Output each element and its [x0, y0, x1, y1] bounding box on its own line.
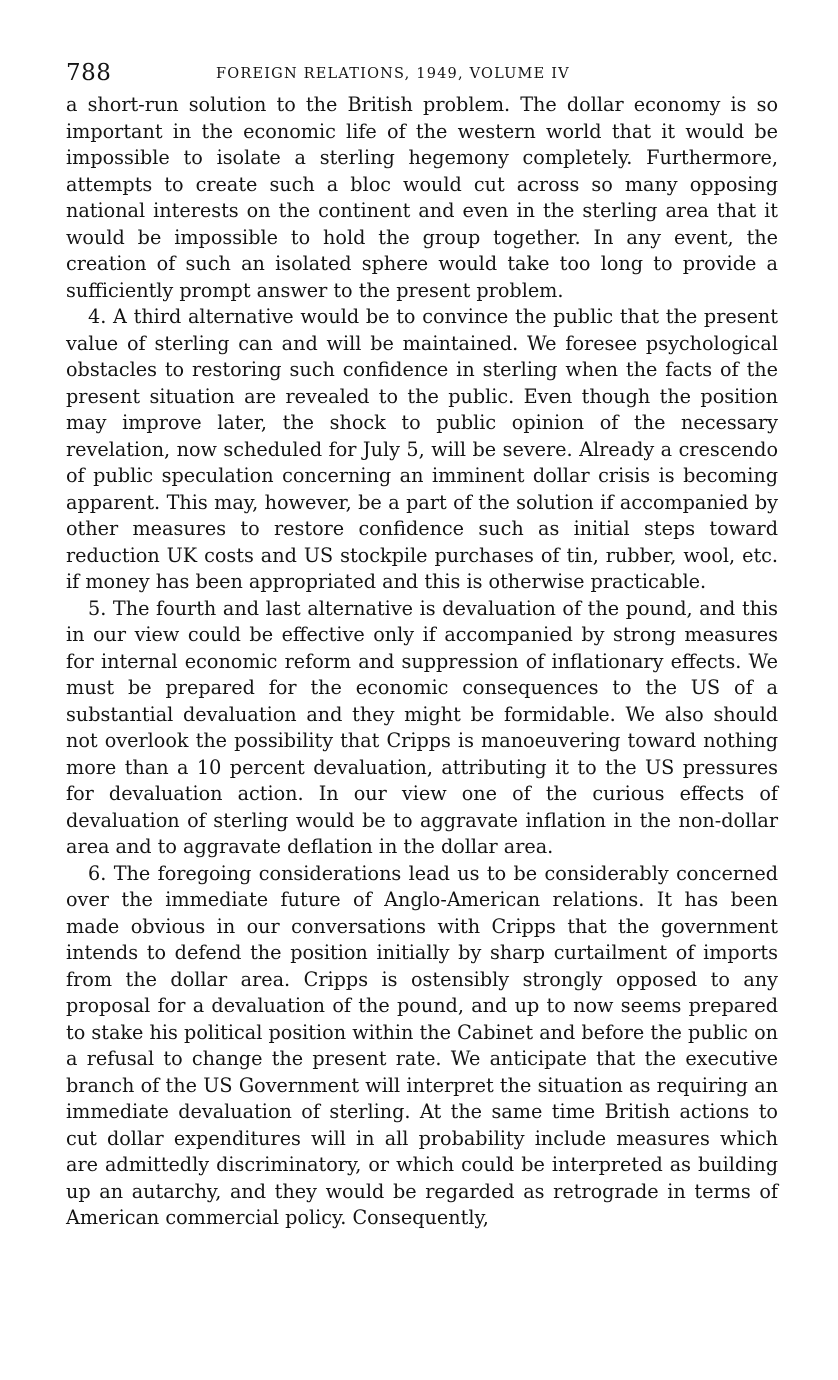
paragraph-4: 4. A third alternative would be to convince the public that the present value of sterling can and will be maintained. We foresee psychological obstacles to restoring such confidence in sterling when the facts of the present situation are revealed to the public. Even though the position may improve later, the shock to public opinion of the necessary revelation, now scheduled for July 5, will be severe. Already a crescendo of public speculation concerning an imminent dollar crisis is becoming apparent. This may, however, be a part of the solution if accompanied by other measures to restore confidence such as initial steps toward reduction UK costs and US stockpile purchases of tin, rubber, wool, etc. if money has been appropriated and this is otherwise practicable.: [66, 305, 778, 593]
paragraph-continuation: a short-run solution to the British problem. The dollar economy is so important in the economic life of the western world that it would be impossible to isolate a sterling hegemony completely. Furthermore, attempts to create such a bloc would cut across so many opposing national interests on the continent and even in the sterling area that it would be impossible to hold the group together. In any event, the creation of such an isolated sphere would take too long to provide a sufficiently prompt answer to the present problem.: [66, 93, 778, 302]
running-head: FOREIGN RELATIONS, 1949, VOLUME IV: [216, 66, 570, 82]
page-header: [66, 56, 778, 92]
page-number: 788: [66, 60, 112, 86]
body-text: [66, 92, 778, 1232]
paragraph-5: 5. The fourth and last alternative is devaluation of the pound, and this in our view could be effective only if accompanied by strong measures for internal economic reform and suppression of inflationary effects. We must be prepared for the economic consequences to the US of a substantial devaluation and they might be formidable. We also should not overlook the possibility that Cripps is manoeuvering toward nothing more than a 10 percent devaluation, attributing it to the US pressures for devaluation action. In our view one of the curious effects of devaluation of sterling would be to aggravate inflation in the non-dollar area and to aggravate deflation in the dollar area.: [66, 596, 778, 858]
document-page: [66, 56, 778, 1232]
paragraph-6: 6. The foregoing considerations lead us to be considerably concerned over the immediate future of Anglo-American relations. It has been made obvious in our conversations with Cripps that the government intends to defend the position initially by sharp curtailment of imports from the dollar area. Cripps is ostensibly strongly opposed to any proposal for a devaluation of the pound, and up to now seems prepared to stake his political position within the Cabinet and before the public on a refusal to change the present rate. We anticipate that the executive branch of the US Government will interpret the situation as requiring an immediate devaluation of sterling. At the same time British actions to cut dollar expenditures will in all probability include measures which are admittedly discriminatory, or which could be interpreted as building up an autarchy, and they would be regarded as retrograde in terms of American commercial policy. Consequently,: [66, 861, 778, 1229]
